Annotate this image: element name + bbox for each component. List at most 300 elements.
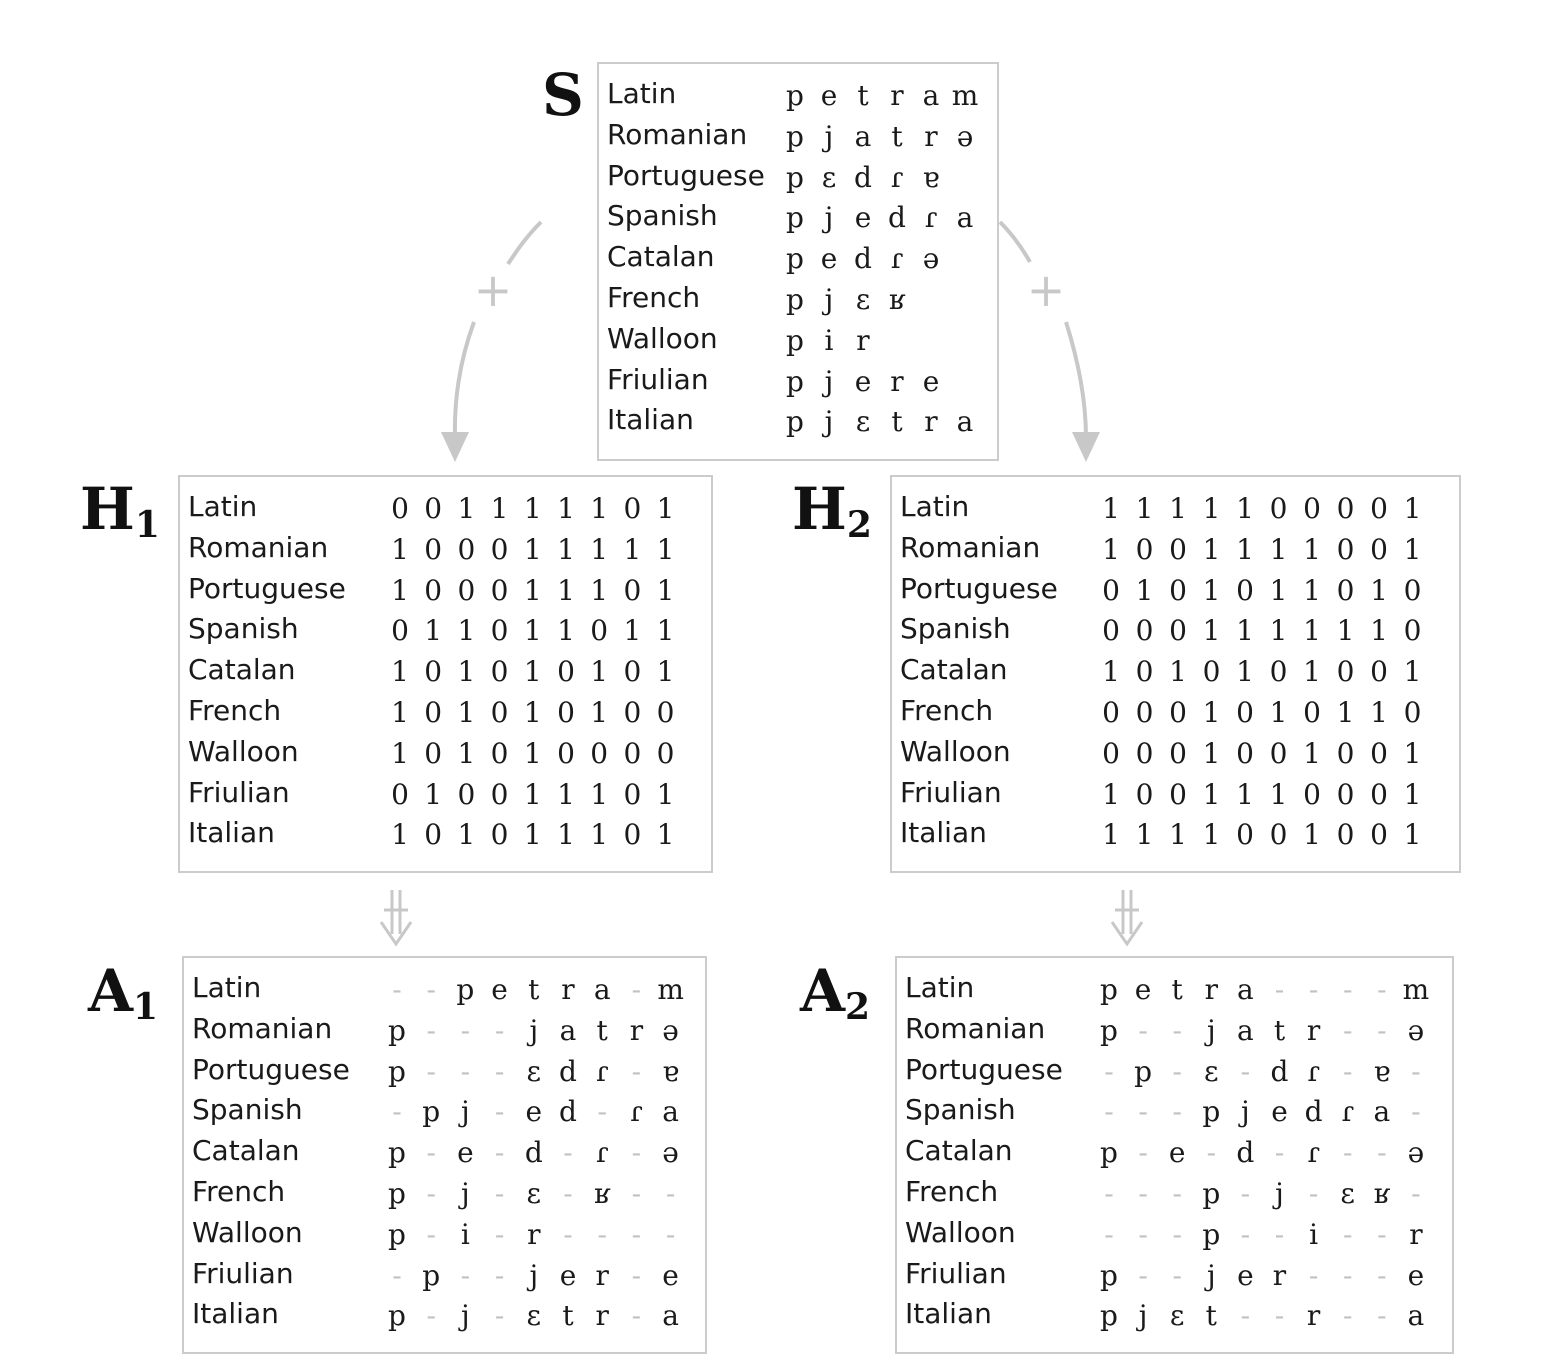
matrix-cell: 1 [1236,777,1254,811]
matrix-cell: 1 [1102,655,1120,689]
matrix-cell: 1 [590,777,609,811]
language-name: Walloon [188,734,299,768]
gap-cell: - [1138,1258,1148,1292]
language-name: Romanian [900,530,1041,564]
matrix-cell: 1 [1303,818,1321,852]
panel-h1-row [180,813,711,853]
panel-s-row [599,196,997,236]
matrix-cell: 1 [1202,492,1221,525]
panel-h1-row [180,569,711,609]
matrix-cell: e [820,79,838,112]
matrix-cell: ʁ [1373,1177,1390,1210]
matrix-cell: 0 [1403,573,1422,607]
matrix-cell: 1 [1403,492,1422,525]
matrix-cell: p [388,1054,406,1088]
gap-cell: - [1274,1217,1285,1251]
matrix-cell: p [1134,1054,1153,1088]
panel-s-row [599,319,997,359]
matrix-cell: 1 [656,818,675,852]
matrix-cell: ɛ [1169,1299,1185,1333]
matrix-cell: p [1100,973,1118,1006]
matrix-cell: 1 [656,532,675,566]
matrix-cell: 1 [1236,492,1254,525]
matrix-cell: 0 [424,492,443,525]
matrix-cell: 0 [1202,655,1221,689]
matrix-cell: p [786,201,804,235]
gap-cell: - [1308,1177,1319,1210]
matrix-cell: ɛ [855,405,871,439]
language-name: Friulian [192,1256,294,1290]
matrix-cell: m [657,973,684,1006]
panel-s-row [599,237,997,277]
edge-s-h1-upper [508,222,541,264]
language-name: Spanish [192,1093,303,1127]
matrix-cell: 1 [391,696,409,729]
language-name: Friulian [188,775,290,809]
matrix-cell: 0 [1303,696,1321,729]
panel-a1-row [184,1009,705,1049]
matrix-cell: ɾ [1341,1095,1355,1129]
gap-cell: - [1377,973,1387,1006]
matrix-cell: r [924,405,938,439]
panel-s-row [599,400,997,440]
gap-cell: - [631,1258,642,1292]
matrix-cell: e [1134,973,1152,1006]
matrix-cell: t [891,405,903,439]
matrix-cell: p [786,160,804,194]
matrix-cell: r [527,1217,541,1251]
matrix-cell: a [1407,1299,1425,1333]
matrix-cell: e [559,1258,577,1292]
panel-a1-row [184,1050,705,1090]
language-name: Catalan [192,1134,300,1168]
matrix-cell: 1 [557,573,575,607]
matrix-cell: a [662,1299,679,1333]
gap-cell: - [426,1217,436,1251]
matrix-cell: ɛ [526,1177,542,1210]
matrix-cell: p [456,973,475,1006]
gap-cell: - [631,1136,642,1170]
matrix-cell: ɐ [922,160,940,194]
matrix-cell: 1 [1269,573,1288,607]
matrix-cell: ɾ [595,1054,609,1088]
matrix-cell: 0 [1135,532,1154,566]
matrix-cell: 1 [457,655,476,689]
language-name: Portuguese [900,571,1058,605]
matrix-cell: a [593,973,611,1006]
matrix-cell: p [786,364,804,398]
matrix-cell: p [786,119,804,153]
matrix-cell: ə [1407,1136,1425,1170]
matrix-cell: e [1168,1136,1186,1170]
language-name: Catalan [905,1134,1013,1168]
matrix-cell: 0 [1169,696,1187,729]
language-name: Walloon [905,1215,1016,1249]
matrix-cell: 0 [590,736,609,770]
matrix-cell: 0 [1336,573,1355,607]
matrix-cell: 1 [590,818,609,852]
matrix-cell: 1 [557,777,575,811]
matrix-cell: 0 [1102,573,1120,607]
matrix-cell: 0 [490,614,509,648]
matrix-cell: ə [662,1136,679,1170]
matrix-cell: t [1171,973,1183,1006]
matrix-cell: m [951,79,979,112]
gap-cell: - [494,1217,505,1251]
language-name: Catalan [900,653,1008,687]
matrix-cell: 0 [1236,573,1254,607]
gap-cell: - [426,973,436,1006]
matrix-cell: 1 [1169,655,1187,689]
gap-cell: - [494,1054,505,1088]
panel-label-a1: $A_1$ [88,957,159,1028]
matrix-cell: i [460,1217,470,1251]
matrix-cell: 1 [656,655,675,689]
panel-a1 [182,956,707,1354]
matrix-cell: 1 [457,492,476,525]
matrix-cell: 1 [590,696,609,729]
panel-a2-row [897,1254,1452,1294]
gap-cell: - [426,1054,436,1088]
matrix-cell: e [1237,1258,1254,1292]
matrix-cell: j [1275,1177,1284,1210]
gap-cell: - [1104,1054,1114,1088]
gap-cell: - [460,1054,471,1088]
matrix-cell: 1 [424,614,443,648]
matrix-cell: 0 [1269,492,1288,525]
matrix-cell: 1 [1102,777,1120,811]
language-name: Romanian [905,1011,1046,1045]
gap-cell: - [631,1177,642,1210]
panel-a1-row [184,1254,705,1294]
matrix-cell: r [629,1013,644,1047]
gap-cell: - [1240,1177,1251,1210]
matrix-cell: a [559,1013,577,1047]
panel-h1-row [180,528,711,568]
matrix-cell: ɛ [526,1054,542,1088]
matrix-cell: 1 [391,655,409,689]
matrix-cell: 1 [656,492,675,525]
gap-cell: - [1240,1054,1251,1088]
gap-cell: - [563,1136,573,1170]
language-name: Catalan [607,240,715,274]
matrix-cell: r [890,79,904,112]
matrix-cell: p [388,1177,406,1210]
gap-cell: - [597,1095,607,1129]
matrix-cell: p [1100,1299,1118,1333]
matrix-cell: t [857,79,869,112]
matrix-cell: 0 [1169,573,1187,607]
matrix-cell: 0 [1370,492,1388,525]
matrix-cell: j [824,201,834,235]
matrix-cell: 1 [590,655,609,689]
gap-cell: - [1377,1013,1387,1047]
matrix-cell: t [596,1013,608,1047]
matrix-cell: 0 [1336,777,1355,811]
matrix-cell: ʁ [594,1177,611,1210]
matrix-cell: ɾ [890,242,904,276]
matrix-cell: 0 [1169,532,1187,566]
matrix-cell: j [529,1013,539,1047]
matrix-cell: 0 [557,736,575,770]
matrix-cell: p [786,79,804,112]
language-name: Latin [900,490,970,523]
gap-cell: - [1104,1095,1114,1129]
panel-a2-row [897,1172,1452,1212]
matrix-cell: a [1373,1095,1391,1129]
matrix-cell: e [457,1136,474,1170]
matrix-cell: d [1270,1054,1289,1088]
matrix-cell: j [824,119,834,153]
panel-h2-row [892,487,1459,527]
matrix-cell: 1 [1135,818,1154,852]
matrix-cell: p [786,405,804,439]
matrix-cell: d [559,1095,577,1129]
matrix-cell: ə [956,119,974,153]
matrix-cell: 0 [1370,818,1388,852]
matrix-cell: 0 [557,696,575,729]
language-name: Italian [900,816,987,850]
matrix-cell: 1 [1403,532,1422,566]
matrix-cell: 1 [523,492,542,525]
gap-cell: - [631,973,642,1006]
matrix-cell: 1 [1202,614,1221,648]
panel-h2-row [892,609,1459,649]
matrix-cell: 0 [1370,736,1388,770]
matrix-cell: 0 [457,532,476,566]
panel-h1-row [180,650,711,690]
matrix-cell: 0 [1303,777,1321,811]
matrix-cell: e [525,1095,543,1129]
panel-h1-row [180,691,711,731]
matrix-cell: p [1202,1095,1221,1129]
matrix-cell: 1 [1336,614,1355,648]
language-name: Italian [905,1297,992,1331]
matrix-cell: 1 [391,736,409,770]
gap-cell: - [392,1258,402,1292]
panel-a1-row [184,968,705,1008]
language-name: Spanish [607,199,718,233]
panel-h2-row [892,813,1459,853]
matrix-cell: 0 [424,573,443,607]
matrix-cell: 0 [623,573,642,607]
gap-cell: - [1240,1217,1251,1251]
matrix-cell: e [820,242,838,276]
matrix-cell: 1 [590,492,609,525]
gap-cell: - [460,1258,471,1292]
panel-h2-row [892,650,1459,690]
matrix-cell: 0 [1135,777,1154,811]
matrix-cell: t [1205,1299,1217,1333]
matrix-cell: e [1271,1095,1288,1129]
matrix-cell: 0 [1236,736,1254,770]
gap-cell: - [1411,1054,1421,1088]
matrix-cell: a [1237,1013,1254,1047]
matrix-cell: d [1304,1095,1323,1129]
matrix-cell: j [461,1177,470,1210]
matrix-cell: 0 [623,492,642,525]
panel-s-row [599,115,997,155]
gap-cell: - [597,1217,607,1251]
matrix-cell: ə [922,242,940,276]
matrix-cell: 0 [490,655,509,689]
matrix-cell: 1 [523,736,542,770]
matrix-cell: j [461,1299,470,1333]
matrix-cell: 0 [424,818,443,852]
matrix-cell: p [786,323,804,357]
matrix-cell: 0 [391,777,409,811]
matrix-cell: e [854,364,872,398]
panel-h1-row [180,487,711,527]
matrix-cell: ɾ [1307,1054,1320,1088]
matrix-cell: p [388,1217,406,1251]
panel-a2 [895,956,1454,1354]
gap-cell: - [1342,1013,1353,1047]
language-name: Portuguese [192,1052,350,1086]
matrix-cell: t [891,119,903,153]
matrix-cell: p [422,1095,441,1129]
matrix-cell: 1 [457,736,476,770]
matrix-cell: 0 [1336,532,1355,566]
edge-s-h1-arrowhead [441,432,469,462]
matrix-cell: 0 [457,573,476,607]
matrix-cell: r [595,1258,609,1292]
matrix-cell: 1 [391,573,409,607]
matrix-cell: j [1138,1299,1148,1333]
gap-cell: - [1104,1217,1114,1251]
panel-h1-row [180,609,711,649]
matrix-cell: 1 [1135,573,1154,607]
matrix-cell: 1 [523,573,542,607]
gap-cell: - [392,1095,402,1129]
language-name: Walloon [900,734,1011,768]
matrix-cell: 1 [1236,655,1254,689]
matrix-cell: p [388,1136,406,1170]
matrix-cell: 1 [1102,492,1120,525]
gap-cell: - [494,1177,505,1210]
matrix-cell: 0 [1169,614,1187,648]
gap-cell: - [1138,1177,1148,1210]
matrix-cell: 1 [1303,655,1321,689]
panel-h2 [890,475,1461,873]
matrix-cell: 0 [490,736,509,770]
panel-a2-row [897,1090,1452,1130]
matrix-cell: 1 [1169,492,1187,525]
matrix-cell: 1 [590,532,609,566]
panel-label-a2: $A_2$ [800,957,871,1028]
matrix-cell: 1 [1102,532,1120,566]
matrix-cell: 0 [1236,818,1254,852]
panel-h1-row [180,732,711,772]
gap-cell: - [665,1177,676,1210]
matrix-cell: 0 [424,736,443,770]
panel-a2-row [897,1009,1452,1049]
matrix-cell: a [662,1095,679,1129]
language-name: Walloon [192,1215,303,1249]
gap-cell: - [392,973,402,1006]
language-name: Romanian [192,1011,333,1045]
matrix-cell: 0 [1269,818,1288,852]
matrix-cell: 1 [523,818,542,852]
matrix-cell: 1 [623,614,642,648]
matrix-cell: p [388,1299,406,1333]
matrix-cell: 1 [656,777,675,811]
gap-cell: - [1377,1217,1387,1251]
matrix-cell: 1 [523,777,542,811]
language-name: Latin [905,971,975,1004]
gap-cell: - [1172,1054,1182,1088]
panel-a2-row [897,1131,1452,1171]
gap-cell: - [1342,1054,1353,1088]
matrix-cell: e [922,364,940,398]
gap-cell: - [494,1258,505,1292]
matrix-cell: r [924,119,938,153]
panel-s-row [599,156,997,196]
gap-cell: - [1411,1095,1421,1129]
matrix-cell: 0 [1269,655,1288,689]
matrix-cell: 0 [656,736,675,770]
gap-cell: - [1308,1258,1319,1292]
edge-s-h1-lower [455,322,474,438]
matrix-cell: ɛ [1204,1054,1219,1088]
matrix-cell: 1 [1236,614,1254,648]
gap-cell: - [1274,1299,1285,1333]
matrix-cell: 1 [1403,818,1422,852]
matrix-cell: 0 [391,492,409,525]
matrix-cell: 1 [523,655,542,689]
matrix-cell: 0 [490,818,509,852]
matrix-cell: m [1402,973,1430,1006]
matrix-cell: d [1236,1136,1255,1170]
language-name: French [905,1175,999,1208]
matrix-cell: 1 [1202,736,1221,770]
matrix-cell: 1 [1269,777,1288,811]
panel-a2-row [897,968,1452,1008]
matrix-cell: 0 [1102,696,1120,729]
matrix-cell: 1 [457,696,476,729]
matrix-cell: r [1272,1258,1287,1292]
matrix-cell: 1 [1236,532,1254,566]
gap-cell: - [1172,1258,1182,1292]
language-name: Portuguese [607,158,765,192]
panel-s [597,62,999,461]
gap-cell: - [1342,1258,1353,1292]
language-name: Portuguese [905,1052,1063,1086]
gap-cell: - [1172,1217,1182,1251]
matrix-cell: 0 [557,655,575,689]
matrix-cell: 0 [1403,696,1422,729]
gap-cell: - [426,1299,436,1333]
matrix-cell: j [1241,1095,1250,1129]
panel-s-row [599,278,997,318]
gap-cell: - [426,1013,436,1047]
edge-s-h2-symbol: + [1026,263,1066,317]
matrix-cell: j [1206,1013,1216,1047]
matrix-cell: 0 [1336,736,1355,770]
matrix-cell: a [854,119,872,153]
gap-cell: - [1138,1013,1148,1047]
matrix-cell: i [1309,1217,1319,1251]
panel-a2-row [897,1294,1452,1334]
matrix-cell: 1 [623,532,642,566]
language-name: Spanish [900,612,1011,646]
gap-cell: - [494,1136,505,1170]
language-name: Italian [192,1297,279,1331]
matrix-cell: j [824,283,834,316]
edge-s-h2-upper [1000,222,1030,262]
matrix-cell: ɛ [821,160,837,194]
matrix-cell: 0 [1135,696,1154,729]
